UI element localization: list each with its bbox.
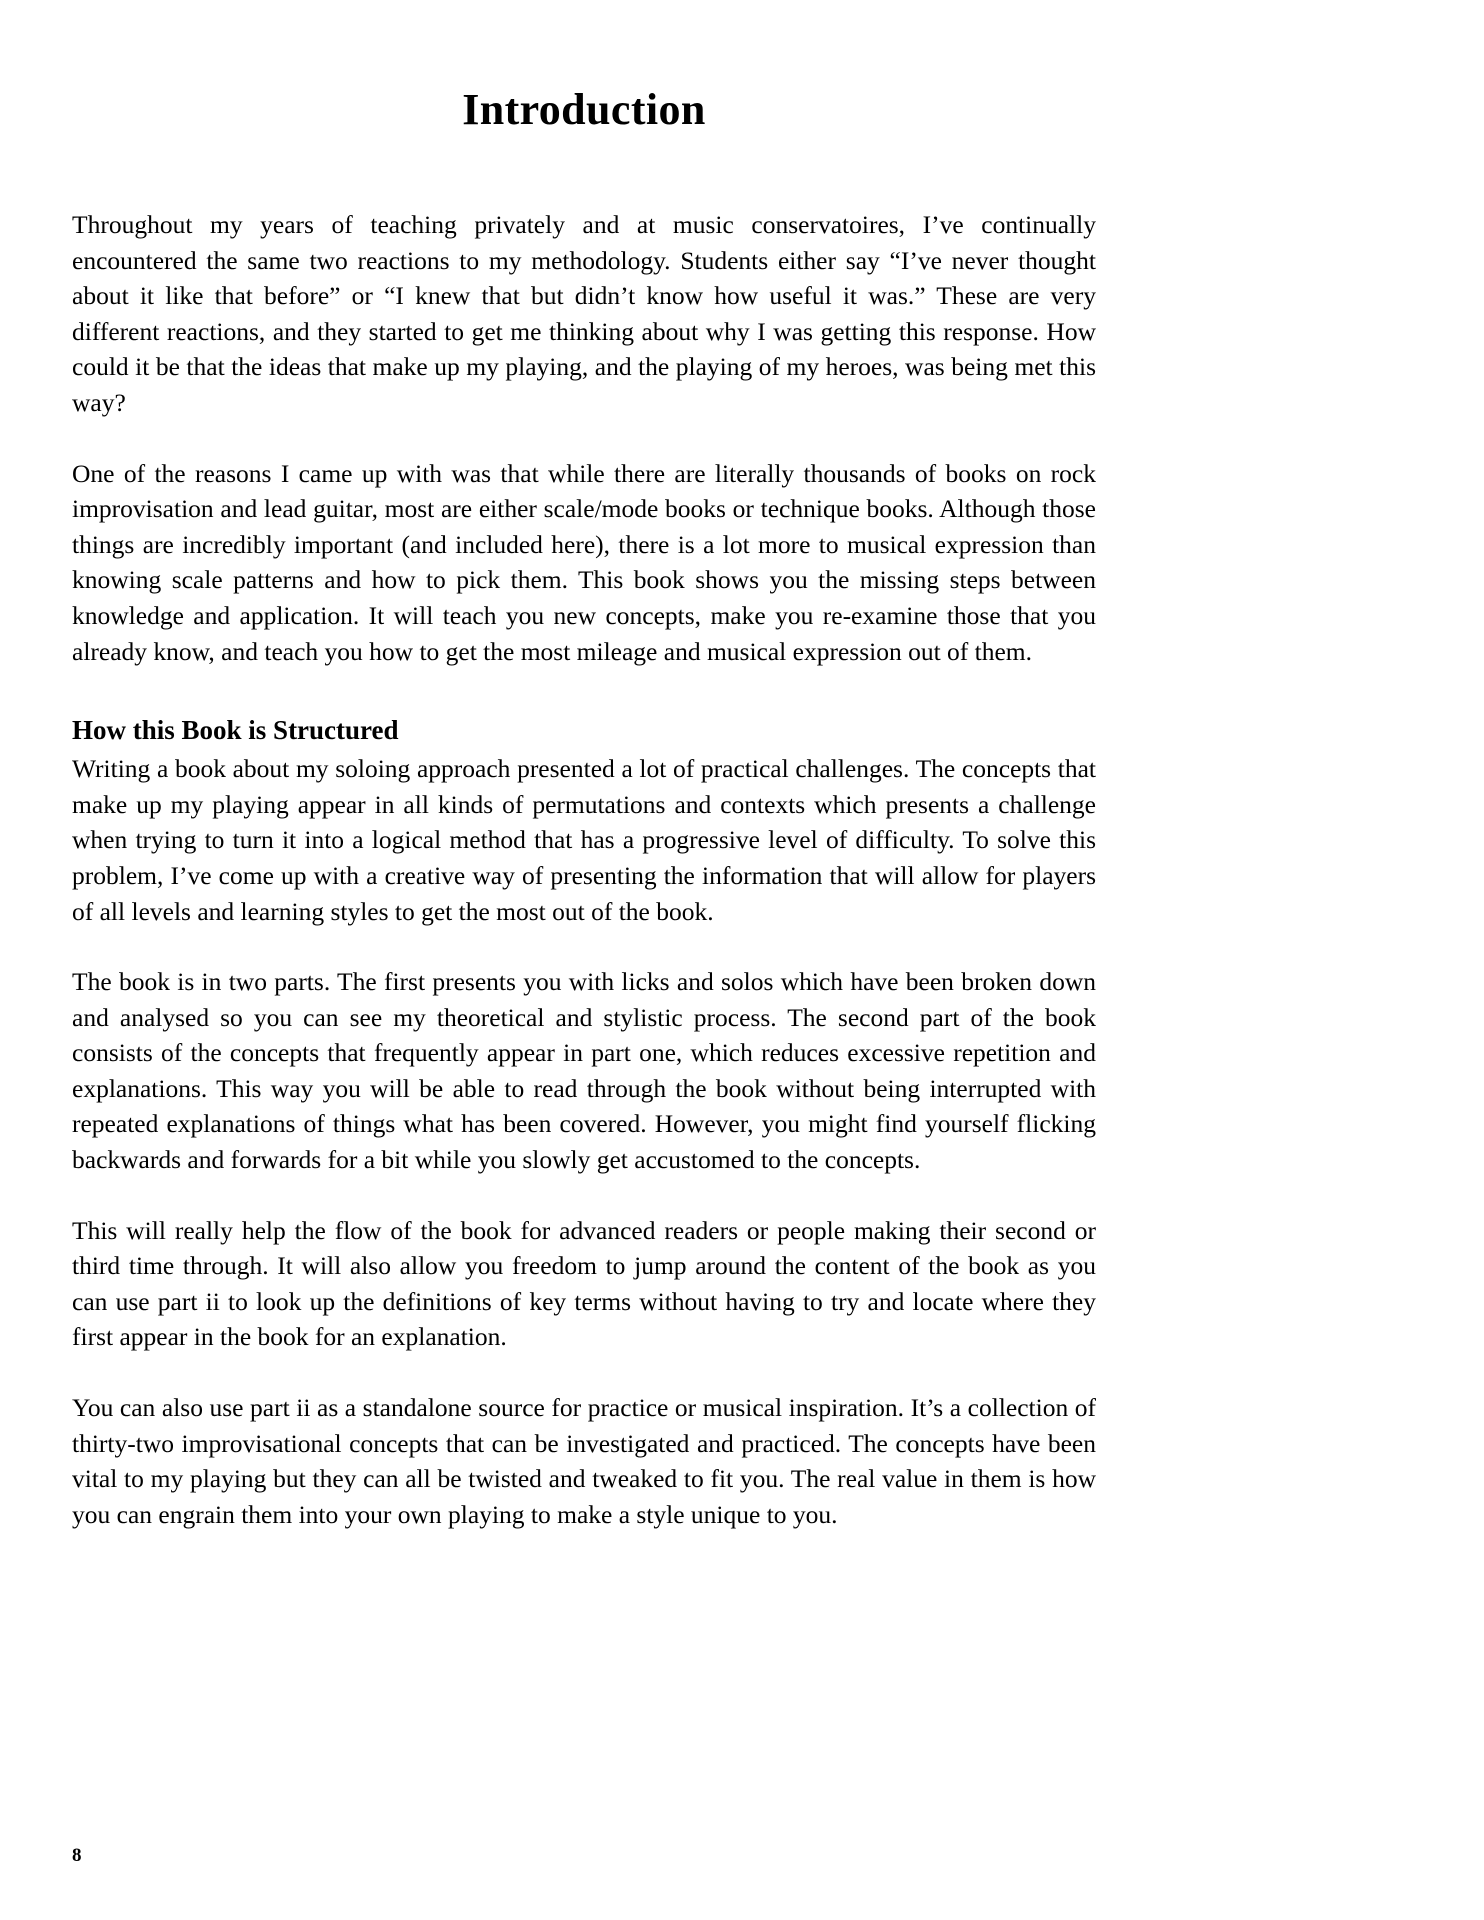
- section-heading-how-this-book-is-structured: How this Book is Structured: [72, 715, 399, 746]
- body-paragraph-5: This will really help the flow of the book for advanced readers or people making their second or third time through. It will also allow you freedom to jump around the content of the book as you can use part ii to look up the definitions of key terms without having to try and locate where they first appear in the book for an explanation.: [72, 1215, 1096, 1352]
- body-paragraph-4: The book is in two parts. The first presents you with licks and solos which have been broken down and analysed so you can see my theoretical and stylistic process. The second part of the book consists of the concepts that frequently appear in part one, which reduces excessive repetition and explanations. This way you will be able to read through the book without being interrupted with repeated explanations of things what has been covered. However, you might find yourself flicking backwards and forwards for a bit while you slowly get accustomed to the concepts.: [72, 967, 1096, 1175]
- body-paragraph-1: Throughout my years of teaching privately and at music conservatoires, I’ve continually encountered the same two reactions to my methodology. Students either say “I’ve never thought about it like that before” or “I knew that but didn’t know how useful it was.” These are very different reactions, and they started to get me thinking about why I was getting this response. How could it be that the ideas that make up my playing, and the playing of my heroes, was being met this way?: [72, 210, 1096, 417]
- page-content: [72, 0, 1096, 1532]
- body-paragraph-3: Writing a book about my soloing approach presented a lot of practical challenges. The concepts that make up my playing appear in all kinds of permutations and contexts which presents a challenge when trying to turn it into a logical method that has a progressive level of difficulty. To solve this problem, I’ve come up with a creative way of presenting the information that will allow for players of all levels and learning styles to get the most out of the book.: [72, 754, 1096, 926]
- page-number: 8: [72, 1845, 82, 1866]
- page-title: Introduction: [462, 85, 706, 134]
- body-paragraph-2: One of the reasons I came up with was that while there are literally thousands of books on rock improvisation and lead guitar, most are either scale/mode books or technique books. Although those things are incredibly important (and included here), there is a lot more to musical expression than knowing scale patterns and how to pick them. This book shows you the missing steps between knowledge and application. It will teach you new concepts, make you re-examine those that you already know, and teach you how to get the most mileage and musical expression out of them.: [72, 458, 1096, 666]
- body-paragraph-6: You can also use part ii as a standalone source for practice or musical inspiration. It’s a collection of thirty-two improvisational concepts that can be investigated and practiced. The concepts have been vital to my playing but they can all be twisted and tweaked to fit you. The real value in them is how you can engrain them into your own playing to make a style unique to you.: [72, 1393, 1096, 1529]
